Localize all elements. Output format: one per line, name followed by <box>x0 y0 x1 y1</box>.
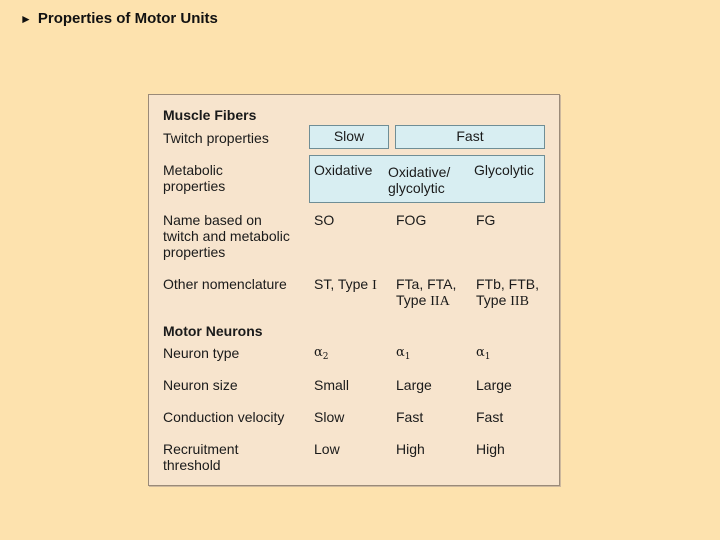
metabolic-fog-line1: Oxidative/ <box>388 164 451 180</box>
metabolic-fg-value: Glycolytic <box>474 162 534 178</box>
nomenclature-so-value <box>314 276 377 294</box>
nomenclature-fg-line2a: Type <box>476 292 511 308</box>
conduction-so: Slow <box>314 409 345 425</box>
neuron-size-fg: Large <box>476 377 512 393</box>
motor-units-table <box>148 94 560 486</box>
metabolic-so-value: Oxidative <box>314 162 373 178</box>
slide-title-text: Properties of Motor Units <box>37 10 218 27</box>
neuron-type-so-sym: α <box>314 345 323 360</box>
conduction-fog: Fast <box>396 409 424 425</box>
recruitment-fg: High <box>476 441 505 457</box>
nomenclature-label: Other nomenclature <box>163 276 287 292</box>
neuron-size-label: Neuron size <box>163 377 238 393</box>
motor-neurons-heading: Motor Neurons <box>163 323 263 339</box>
conduction-fg: Fast <box>476 409 504 425</box>
recruitment-label-line2: threshold <box>163 457 221 473</box>
nomenclature-fog-line2b: IIA <box>430 294 450 309</box>
twitch-fast-text: Fast <box>456 128 484 144</box>
metabolic-label-line1: Metabolic <box>163 162 223 178</box>
recruitment-fog: High <box>396 441 425 457</box>
neuron-type-fg <box>476 345 491 365</box>
nomenclature-so-b: I <box>372 278 377 293</box>
slide-title <box>20 10 218 27</box>
name-label-line3: properties <box>163 244 226 260</box>
muscle-fibers-heading: Muscle Fibers <box>163 107 257 123</box>
nomenclature-fg-line2 <box>476 292 529 310</box>
metabolic-fog-line2: glycolytic <box>388 180 445 196</box>
nomenclature-so-a: ST, Type <box>314 276 373 292</box>
twitch-fast-cell <box>395 125 545 149</box>
twitch-slow-cell <box>309 125 389 149</box>
name-fog-value: FOG <box>396 212 427 228</box>
neuron-type-label: Neuron type <box>163 345 240 361</box>
neuron-size-so: Small <box>314 377 350 393</box>
name-label-line2: twitch and metabolic <box>163 228 290 244</box>
neuron-type-so <box>314 345 329 365</box>
name-fg-value: FG <box>476 212 496 228</box>
twitch-properties-label: Twitch properties <box>163 130 269 146</box>
recruitment-so: Low <box>314 441 340 457</box>
neuron-type-fog-sym: α <box>396 345 405 360</box>
name-label-line1: Name based on <box>163 212 262 228</box>
neuron-type-so-sub: 2 <box>322 352 329 362</box>
neuron-type-fog-sub: 1 <box>404 352 411 362</box>
neuron-size-fog: Large <box>396 377 432 393</box>
neuron-type-fg-sub: 1 <box>484 352 491 362</box>
nomenclature-fog-line2a: Type <box>396 292 431 308</box>
recruitment-label-line1: Recruitment <box>163 441 239 457</box>
metabolic-label-line2: properties <box>163 178 226 194</box>
nomenclature-fog-line2 <box>396 292 450 310</box>
neuron-type-fg-sym: α <box>476 345 485 360</box>
nomenclature-fg-line1: FTb, FTB, <box>476 276 539 292</box>
twitch-slow-text: Slow <box>333 128 365 144</box>
bullet-arrow-icon: ► <box>20 12 32 26</box>
nomenclature-fog-line1: FTa, FTA, <box>396 276 457 292</box>
name-so-value: SO <box>314 212 335 228</box>
conduction-velocity-label: Conduction velocity <box>163 409 285 425</box>
nomenclature-fg-line2b: IIB <box>510 294 529 309</box>
neuron-type-fog <box>396 345 411 365</box>
